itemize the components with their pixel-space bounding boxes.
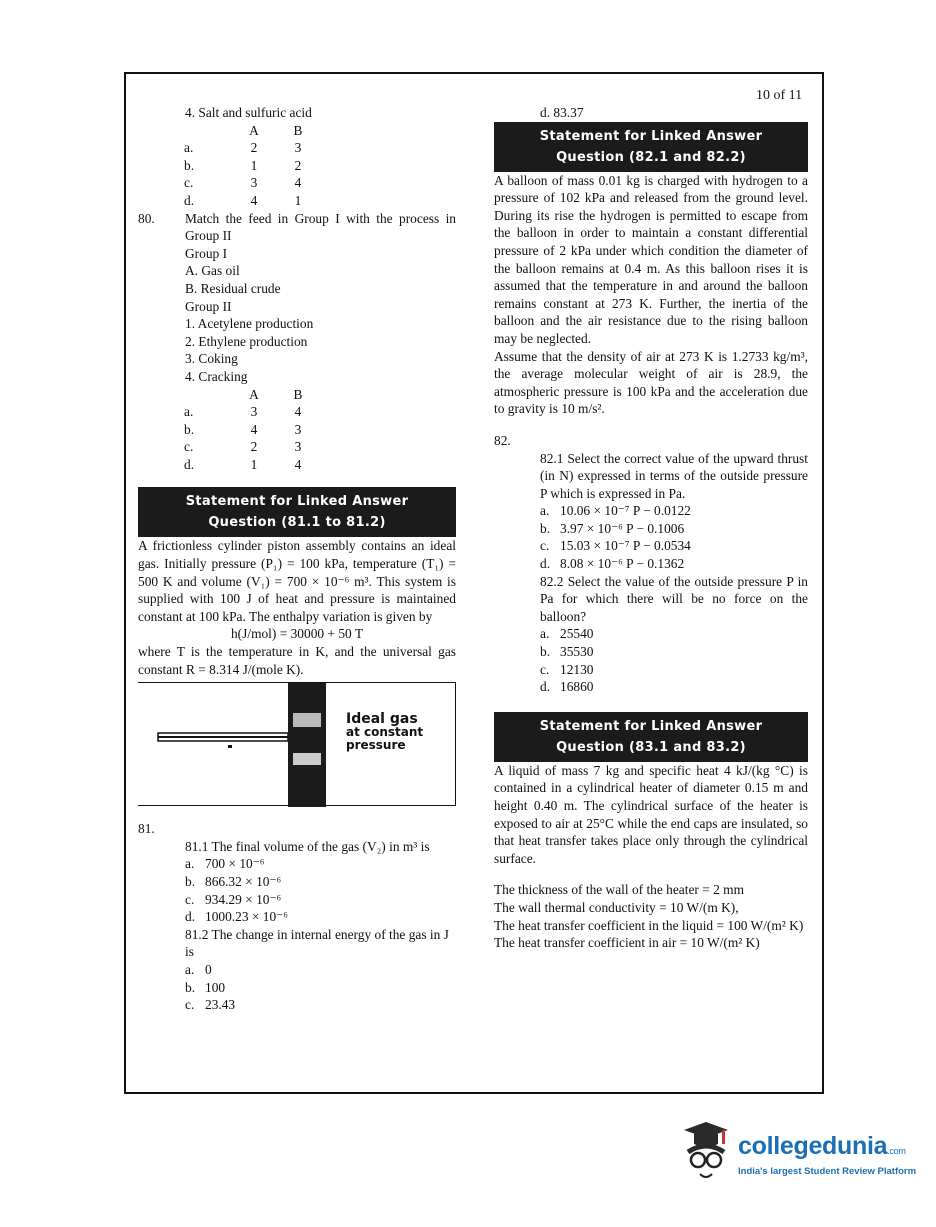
table-row: d. 1 4 [184,456,302,472]
list-item: b. 35530 [540,644,594,660]
group-2-label: Group II [185,298,232,314]
logo-tagline: India's largest Student Review Platform [738,1166,917,1177]
linked-answer-header-81: Statement for Linked Answer Question (81.1 to 81.2) [138,487,456,537]
logo-wordmark: collegedunia.com [738,1132,906,1160]
list-item: d. 16860 [540,679,594,695]
question-80-text: Match the feed in Group I with the process in Group II [185,210,456,244]
list-item: a. 0 [185,961,212,977]
left-column [138,104,456,1014]
statement-81-text: A frictionless cylinder piston assembly contains an ideal gas. Initially pressure (P₁) = 100 kPa, temperature (T₁) = 500 K and volume (V₁) = 700 × 10⁻⁶ m³. This system is supplied with 100 J of heat and pressure is maintained constant at 100 kPa. The enthalpy variation is given by [138,538,456,624]
list-item: a. 10.06 × 10⁻⁷ P − 0.0122 [540,503,691,519]
question-82-number: 82. [494,432,511,448]
table-row: c. 2 3 [184,439,302,455]
table-row: b. 4 3 [184,421,302,437]
student-mascot-icon [678,1122,734,1192]
list-item: c. 23.43 [185,997,236,1013]
list-item: c. 934.29 × 10⁻⁶ [185,891,282,907]
q79-item: 4. Salt and sulfuric acid [185,105,312,120]
question-81: 81. [138,821,155,837]
list-item: d. 1000.23 × 10⁻⁶ [185,909,288,925]
list-item: a. 25540 [540,626,594,642]
table-row: a. 3 4 [184,404,302,420]
question-82-2: 82.2 Select the value of the outside pressure P in Pa for which there will be no force on the balloon? [540,573,808,624]
page-number: 10 of 11 [756,88,803,103]
list-item: c. 15.03 × 10⁻⁷ P − 0.0534 [540,538,691,554]
list-item: B. Residual crude [185,280,281,296]
statement-83-text: A liquid of mass 7 kg and specific heat 4 kJ/(kg °C) is contained in a cylindrical heater of diameter 0.15 m and height 0.40 m. The cylindrical surface of the heater is exposed to air at 25°C while the end caps are insulated, so that heat transfer takes place only through the cylindrical surface. [494,762,808,866]
table-row: c. 3 4 [184,175,302,191]
statement-81-text-2: where T is the temperature in K, and the universal gas constant R = 8.314 J/(mole K). [138,644,456,677]
list-item: 2. Ethylene production [185,333,308,349]
list-item: The heat transfer coefficient in the liquid = 100 W/(m² K) [494,917,804,933]
statement-82-text-2: Assume that the density of air at 273 K is 1.2733 kg/m³, the average molecular weight of air is 28.9, the atmospheric pressure is 100 kPa and the acceleration due to gravity is 10 m/s². [494,348,808,417]
statement-82-text: A balloon of mass 0.01 kg is charged with hydrogen to a pressure of 102 kPa and released from the ground level. During its rise the hydrogen is permitted to escape from the balloon in order to maintain a constant differential pressure of 2 kPa under which condition the diameter of the balloon remains at 0.4 m. As this balloon rises it is assumed that the temperature in and around the balloon remains constant at 273 K. Further, the inertia of the balloon and the air resistance due to the rising balloon may be neglected. [494,172,808,346]
list-item: The heat transfer coefficient in air = 10 W/(m² K) [494,935,760,951]
enthalpy-equation: h(J/mol) = 30000 + 50 T [230,626,364,642]
list-item: 1. Acetylene production [185,316,314,332]
question-81-1: 81.1 The final volume of the gas (V₂) in m³ is [185,838,430,854]
table-row: b. 1 2 [184,157,302,173]
list-item: 3. Coking [185,351,238,367]
q79-match-table: A B a. 2 3 b. 1 2 c. 3 4 d. 4 1 [184,122,320,210]
right-column [494,104,808,952]
list-item: b. 866.32 × 10⁻⁶ [185,874,282,889]
list-item: 4. Cracking [185,368,248,384]
list-item: d. 8.08 × 10⁻⁶ P − 0.1362 [540,556,685,572]
question-80: 80. Match the feed in Group I with the process in Group II [138,210,456,244]
question-82-1: 82.1 Select the correct value of the upward thrust (in N) expressed in terms of the outside pressure P which is expressed in Pa. [540,450,808,501]
list-item: b. 3.97 × 10⁻⁶ P − 0.1006 [540,520,685,536]
group-1-label: Group I [185,245,228,261]
q81-option-d: d. 83.37 [540,105,584,120]
list-item: b. 100 [185,979,226,995]
list-item: A. Gas oil [185,263,240,279]
table-row: d. 4 1 [184,192,302,208]
figure-label: Ideal gas at constant pressure [346,711,424,753]
list-item: The thickness of the wall of the heater = 2 mm [494,882,744,898]
q80-match-table: A B a. 3 4 b. 4 3 c. 2 3 d. 1 4 [184,386,320,474]
question-81-2: 81.2 The change in internal energy of the gas in J is [185,926,449,960]
piston-cylinder-figure [138,682,456,806]
list-item: a. 700 × 10⁻⁶ [185,856,265,872]
table-row: a. 2 3 [184,140,302,156]
linked-answer-header-82: Statement for Linked Answer Question (82.1 and 82.2) [494,122,808,172]
collegedunia-logo[interactable] [678,1122,917,1192]
linked-answer-header-83: Statement for Linked Answer Question (83.1 and 83.2) [494,712,808,762]
list-item: c. 12130 [540,661,594,677]
list-item: The wall thermal conductivity = 10 W/(m K), [494,899,739,915]
